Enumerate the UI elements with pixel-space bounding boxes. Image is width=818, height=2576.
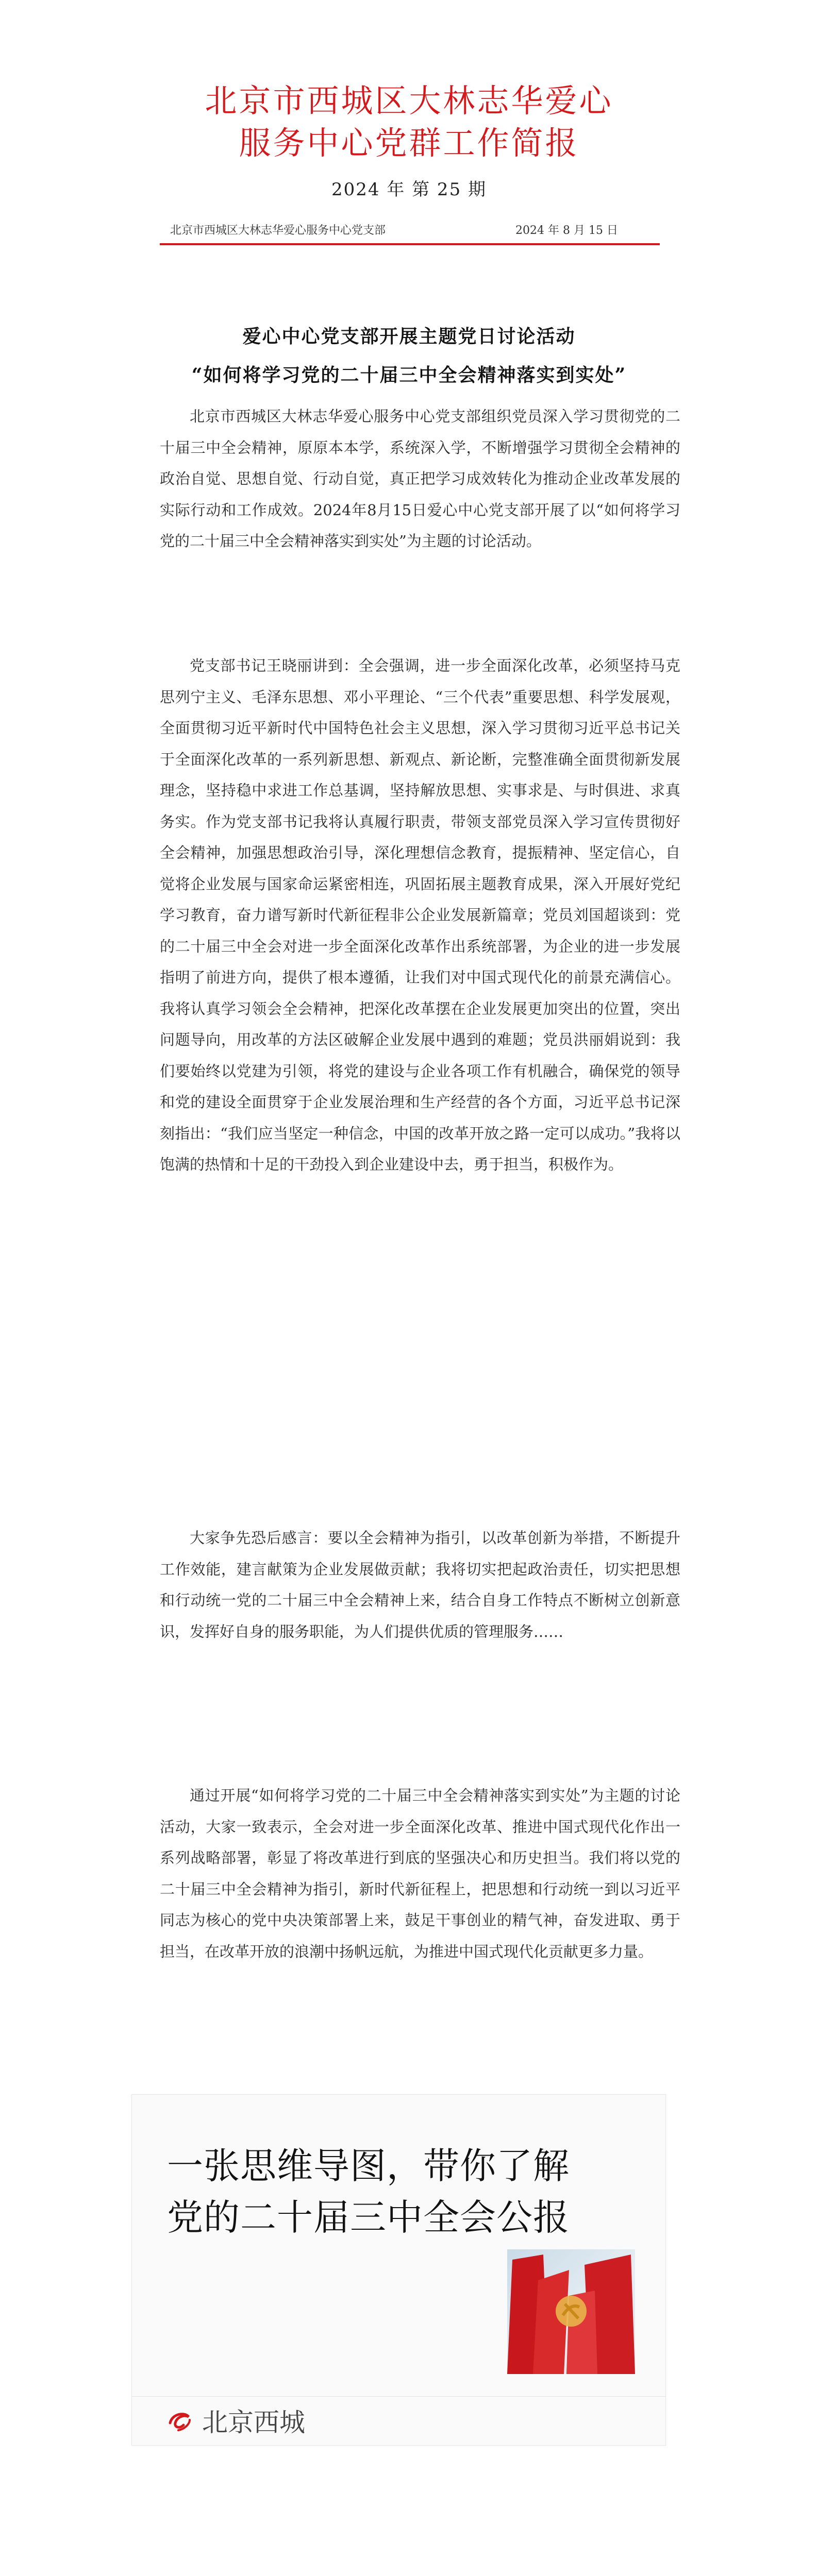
party-flag-image xyxy=(507,2249,635,2374)
card-thumbnail-image xyxy=(507,2249,635,2374)
card-source xyxy=(167,2405,305,2436)
beijing-xicheng-logo-icon xyxy=(167,2408,193,2433)
card-source-name: 北京西城 xyxy=(202,2408,305,2437)
article-paragraph: 大家争先恐后感言：要以全会精神为指引，以改革创新为举措，不断提升工作效能，建言献策为企业发展做贡献；我将切实把起政治责任，切实把思想和行动统一党的二十届三中全会精神上来，结合自身工作特点不断树立创新意识，发挥好自身的服务职能，为人们提供优质的管理服务…… xyxy=(160,1529,680,1640)
card-headline xyxy=(167,2140,631,2243)
issue-number: 2024 年 第 25 期 xyxy=(331,179,487,200)
card-headline-line2: 党的二十届三中全会公报 xyxy=(167,2196,570,2239)
card-divider xyxy=(132,2396,665,2397)
masthead-red-rule xyxy=(160,243,660,245)
masthead-title-line1: 北京市西城区大林志华爱心 xyxy=(205,82,613,120)
publisher-name: 北京市西城区大林志华爱心服务中心党支部 xyxy=(170,224,386,237)
article-link-card[interactable] xyxy=(131,2094,666,2446)
issue-date: 2024 年 8 月 15 日 xyxy=(515,224,618,237)
article-paragraph: 通过开展“如何将学习党的二十届三中全会精神落实到实处”为主题的讨论活动，大家一致表示，全会对进一步全面深化改革、推进中国式现代化作出一系列战略部署，彰显了将改革进行到底的坚强决心和历史担当。我们将以党的二十届三中全会精神为指引，新时代新征程上，把思想和行动统一到以习近平同志为核心的党中央决策部署上来，鼓足干事创业的精气神，奋发进取、勇于担当，在改革开放的浪潮中扬帆远航，为推进中国式现代化贡献更多力量。 xyxy=(160,1787,680,1960)
article-title-line1: 爱心中心党支部开展主题党日讨论活动 xyxy=(242,326,576,347)
card-headline-line1: 一张思维导图，带你了解 xyxy=(167,2145,570,2187)
masthead-title-line2: 服务中心党群工作简报 xyxy=(239,124,579,162)
article-paragraph: 党支部书记王晓丽讲到：全会强调，进一步全面深化改革，必须坚持马克思列宁主义、毛泽东思想、邓小平理论、“三个代表”重要思想、科学发展观，全面贯彻习近平新时代中国特色社会主义思想，深入学习贯彻习近平总书记关于全面深化改革的一系列新思想、新观点、新论断，完整准确全面贯彻新发展理念，坚持稳中求进工作总基调，坚持解放思想、实事求是、与时俱进、求真务实。作为党支部书记我将认真履行职责，带领支部党员深入学习宣传贯彻好全会精神，加强思想政治引导，深化理想信念教育，提振精神、坚定信心，自觉将企业发展与国家命运紧密相连，巩固拓展主题教育成果，深入开展好党纪学习教育，奋力谱写新时代新征程非公企业发展新篇章；党员刘国超谈到：党的二十届三中全会对进一步全面深化改革作出系统部署，为企业的进一步发展指明了前进方向，提供了根本遵循，让我们对中国式现代化的前景充满信心。我将认真学习领会全会精神，把深化改革摆在企业发展更加突出的位置，突出问题导向，用改革的方法区破解企业发展中遇到的难题；党员洪丽娟说到：我们要始终以党建为引领，将党的建设与企业各项工作有机融合，确保党的领导和党的建设全面贯穿于企业发展治理和生产经营的各个方面，习近平总书记深刻指出：“我们应当坚定一种信念，中国的改革开放之路一定可以成功。”我将以饱满的热情和十足的干劲投入到企业建设中去，勇于担当，积极作为。 xyxy=(160,657,680,1173)
article-title-line2: “如何将学习党的二十届三中全会精神落实到实处” xyxy=(191,364,627,386)
article-paragraph: 北京市西城区大林志华爱心服务中心党支部组织党员深入学习贯彻党的二十届三中全会精神，原原本本学，系统深入学，不断增强学习贯彻全会精神的政治自觉、思想自觉、行动自觉，真正把学习成效转化为推动企业改革发展的实际行动和工作成效。2024年8月15日爱心中心党支部开展了以“如何将学习党的二十届三中全会精神落实到实处”为主题的讨论活动。 xyxy=(160,408,680,550)
